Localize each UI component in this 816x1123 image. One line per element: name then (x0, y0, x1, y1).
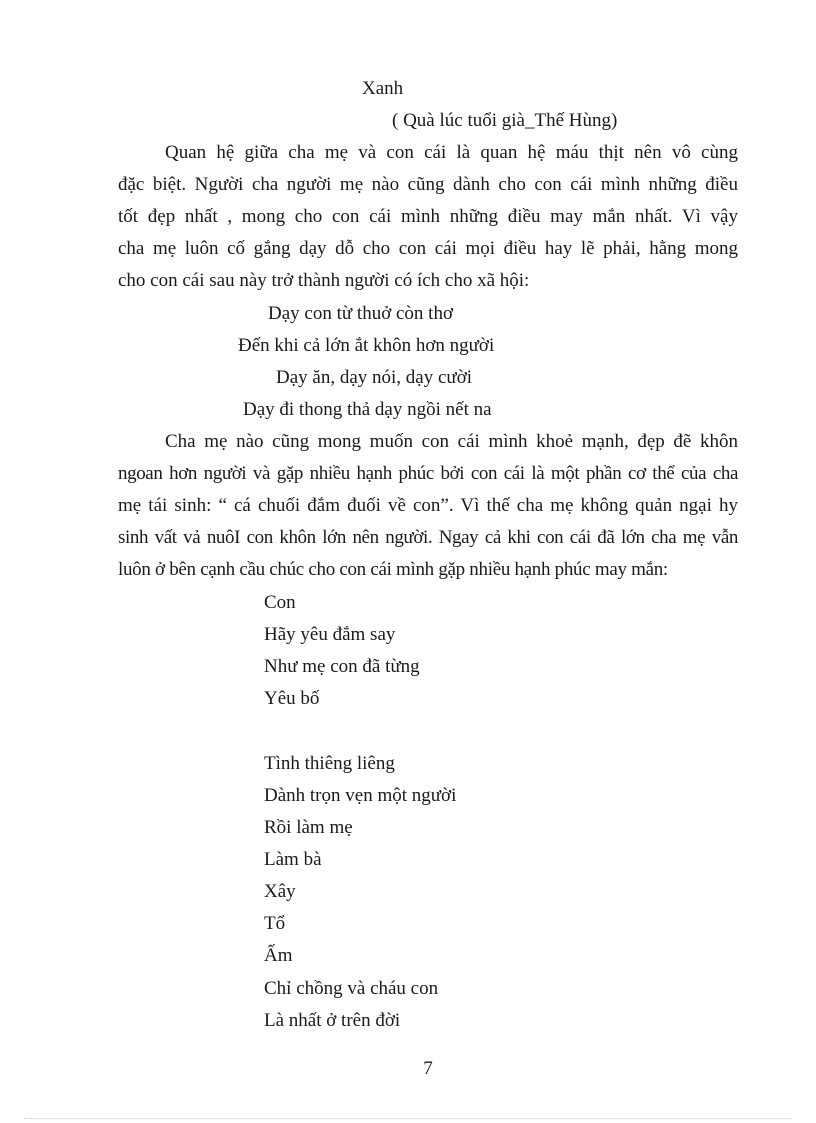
paragraph-1-line-2: đặc biệt. Người cha người mẹ nào cũng dành cho con cái mình những điều (118, 174, 738, 195)
paragraph-1-line-5: cho con cái sau này trở thành người có ích cho xã hội: (118, 270, 530, 291)
heading-line-1: Xanh (362, 78, 404, 99)
poem-2-line-12: Chỉ chồng và cháu con (264, 978, 439, 999)
poem-2-line-10: Tổ (264, 913, 286, 934)
poem-2-line-5: Tình thiêng liêng (264, 753, 395, 774)
poem-2-line-2: Hãy yêu đắm say (264, 624, 396, 645)
paragraph-2-line-1: Cha mẹ nào cũng mong muốn con cái mình khoẻ mạnh, đẹp đẽ khôn (165, 431, 738, 452)
poem-2-line-6: Dành trọn vẹn một người (264, 785, 457, 806)
poem-2-line-9: Xây (264, 881, 296, 902)
poem-2-line-13: Là nhất ở trên đời (264, 1010, 401, 1031)
poem-2-line-1: Con (264, 592, 296, 613)
heading-line-2: ( Quà lúc tuổi già_Thế Hùng) (392, 110, 618, 131)
poem-2-line-11: Ấm (264, 945, 293, 966)
page-number: 7 (423, 1058, 433, 1079)
poem-2-line-8: Làm bà (264, 849, 322, 870)
paragraph-1-line-1: Quan hệ giữa cha mẹ và con cái là quan hệ máu thịt nên vô cùng (165, 142, 738, 163)
paragraph-2-line-3: mẹ tái sinh: “ cá chuối đắm đuối về con”. Vì thế cha mẹ không quản ngại hy (118, 495, 738, 516)
poem-2-line-7: Rồi làm mẹ (264, 817, 353, 838)
poem-1-line-4: Dạy đi thong thả dạy ngồi nết na (243, 399, 492, 420)
poem-1-line-3: Dạy ăn, dạy nói, dạy cười (276, 367, 473, 388)
paragraph-2-line-4: sinh vất vả nuôI con khôn lớn nên người. Ngay cả khi con cái đã lớn cha mẹ vẫn (118, 527, 738, 548)
page-bottom-divider (24, 1118, 792, 1119)
poem-2-line-4: Yêu bố (264, 688, 320, 709)
paragraph-1-line-4: cha mẹ luôn cố gắng dạy dỗ cho con cái mọi điều hay lẽ phải, hằng mong (118, 238, 738, 259)
paragraph-2-line-2: ngoan hơn người và gặp nhiều hạnh phúc bởi con cái là một phần cơ thể của cha (118, 463, 738, 484)
poem-1-line-1: Dạy con từ thuở còn thơ (268, 303, 453, 324)
poem-2-line-3: Như mẹ con đã từng (264, 656, 420, 677)
paragraph-1-line-3: tốt đẹp nhất , mong cho con cái mình những điều may mắn nhất. Vì vậy (118, 206, 738, 227)
paragraph-2-line-5: luôn ở bên cạnh cầu chúc cho con cái mình gặp nhiều hạnh phúc may mắn: (118, 559, 668, 580)
poem-1-line-2: Đến khi cả lớn ắt khôn hơn người (238, 335, 495, 356)
